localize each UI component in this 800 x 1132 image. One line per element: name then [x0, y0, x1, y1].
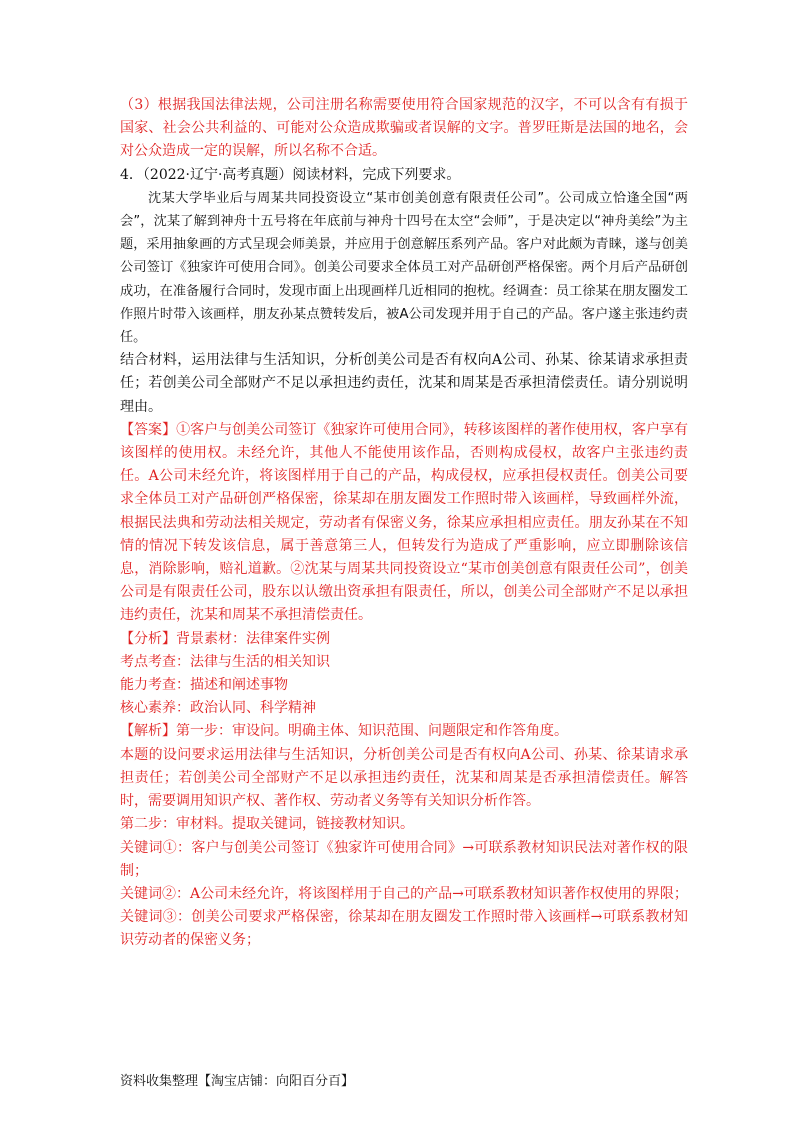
- page-footer: 资料收集整理【淘宝店铺：向阳百分百】: [120, 1074, 355, 1089]
- analysis-background: [120, 628, 688, 651]
- explanation-step1: [120, 720, 688, 743]
- keyword-3: 关键词③：创美公司要求严格保密，徐某却在朋友圈发工作照时带入该画样→可联系教材知识劳动者的保密义务；: [120, 909, 688, 949]
- analysis-tag: 【分析】: [120, 630, 176, 647]
- keyword-1: 关键词①：客户与创美公司签订《独家许可使用合同》→可联系教材知识民法对著作权的限制；: [120, 839, 688, 879]
- question-prompt: 结合材料，运用法律与生活知识，分析创美公司是否有权向A公司、孙某、徐某请求承担责任；若创美公司全部财产不足以承担违约责任，沈某和周某是否承担清偿责任。请分别说明理由。: [120, 352, 688, 415]
- analysis-literacy: 核心素养：政治认同、科学精神: [120, 700, 316, 717]
- analysis-ability: 能力考查：描述和阐述事物: [120, 677, 288, 694]
- keyword-2: 关键词②：A公司未经允许，将该图样用于自己的产品→可联系教材知识著作权使用的界限；: [120, 885, 688, 902]
- analysis-background-text: 背景素材：法律案件实例: [176, 630, 330, 647]
- analysis-points: 考点考查：法律与生活的相关知识: [120, 653, 330, 670]
- answer-text: ①客户与创美公司签订《独家许可使用合同》，转移该图样的著作使用权，客户享有该图样的使用权。未经允许，其他人不能使用该作品，否则构成侵权，故客户主张违约责任。A公司未经允许，将该图样用于自己的产品，构成侵权，应承担侵权责任。创美公司要求全体员工对产品研创严格保密，徐某却在朋友圈发工作照时带入该画样，导致画样外流，根据民法典和劳动法相关规定，劳动者有保密义务，徐某应承担相应责任。朋友孙某在不知情的情况下转发该信息，属于善意第三人，但转发行为造成了严重影响，应立即删除该信息，消除影响，赔礼道歉。②沈某与周某共同投资设立“某市创美创意有限责任公司”，创美公司是有限责任公司，股东以认缴出资承担有限责任，所以，创美公司全部财产不足以承担违约责任，沈某和周某不承担清偿责任。: [120, 421, 689, 624]
- answer-paragraph: [120, 419, 688, 628]
- explanation-step1-text: 第一步：审设问。明确主体、知识范围、问题限定和作答角度。: [176, 723, 568, 740]
- explanation-step1-body: 本题的设问要求运用法律与生活知识，分析创美公司是否有权向A公司、孙某、徐某请求承担责任；若创美公司全部财产不足以承担违约责任，沈某和周某是否承担清偿责任。解答时，需要调用知识产权、著作权、劳动者义务等有关知识分析作答。: [120, 746, 688, 810]
- previous-answer-paragraph: （3）根据我国法律法规，公司注册名称需要使用符合国家规范的汉字，不可以含有有损于国家、社会公共利益的、可能对公众造成欺骗或者误解的文字。普罗旺斯是法国的地名，会对公众造成一定的误解，所以名称不合适。: [120, 97, 688, 160]
- question-material: 沈某大学毕业后与周某共同投资设立“某市创美创意有限责任公司”。公司成立恰逢全国“两会”，沈某了解到神舟十五号将在年底前与神舟十四号在太空“会师”，于是决定以“神舟美绘”为主题，采用抽象画的方式呈现会师美景，并应用于创意解压系列产品。客户对此颇为青睐，遂与创美公司签订《独家许可使用合同》。创美公司要求全体员工对产品研创严格保密。两个月后产品研创成功，在准备履行合同时，发现市面上出现画样几近相同的抱枕。经调查：员工徐某在朋友圈发工作照片时带入该画样，朋友孙某点赞转发后，被A公司发现并用于自己的产品。客户遂主张违约责任。: [120, 190, 688, 346]
- explanation-tag: 【解析】: [120, 723, 176, 740]
- answer-tag: 【答案】: [120, 421, 177, 438]
- document-page: [120, 94, 688, 953]
- question-title: 4．（2022·辽宁·高考真题）阅读材料，完成下列要求。: [120, 166, 461, 183]
- explanation-step2: 第二步：审材料。提取关键词，链接教材知识。: [120, 816, 414, 833]
